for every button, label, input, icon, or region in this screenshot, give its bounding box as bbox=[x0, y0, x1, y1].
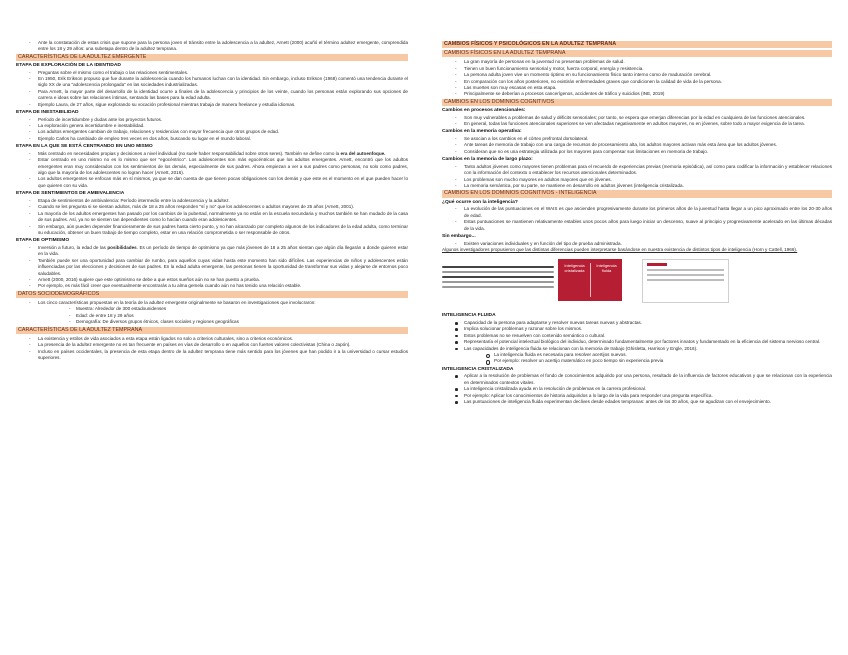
list-item: - En comparación con los años posteriores, no existirán enfermedades graves que condicionen la calidad de vida de la persona. bbox=[442, 79, 832, 85]
list-item: Representaría el potencial intelectual biológico del individuo, determinado fundamentalmente por factores innatos y fundamentado en la eficiencia del sistema nervioso central. bbox=[442, 339, 832, 345]
list-item: - En 1950, Erik Erikson propuso que fue durante la adolescencia cuando los humanos luchan con la identidad. Sin embargo, incluso Erikson (1968) comentó una tendencia durante el siglo XX de una "adolescencia prolongada" en las sociedades industrializadas. bbox=[16, 76, 408, 89]
list-item: - La memoria semántica, por su parte, se mantiene en desarrollo en adultos jóvenes (inteligencia cristalizada. bbox=[442, 183, 832, 189]
diagram-label-cristalizada: Inteligencia cristalizada bbox=[564, 263, 585, 274]
list-item: - Demografía: De diversos grupos étnicos, clases sociales y regiones geográficas bbox=[16, 319, 408, 325]
list-item: - Estar centrado en uno mismo no es lo mismo que ser "egocéntrico". Los adolescentes son más egocéntricos que los adultos emergentes. Arnett, encontró que los adultos emergentes eran muy considerados con los sentimientos de los demás, especialmente de sus padres. Ahora empiezan a ver a sus padres como personas, no solo como padres, algo que la mayoría de los adolescentes no logran hacer (Arnett, 2016). bbox=[16, 157, 408, 176]
list-item: - Incluso en países occidentales, la presencia de esta etapa dentro de la adultez temprana tiene más sentido para los jóvenes que han podido ir a la universidad o cursar estudios superiores. bbox=[16, 349, 408, 362]
diagram-line bbox=[647, 269, 724, 271]
subheading-atencionales: Cambios en procesos atencionales: bbox=[442, 108, 526, 114]
list-item: - Principalmente se deberían a procesos cancerígenos, accidentes de tráfico y suicidios (INE, 2019) bbox=[442, 91, 832, 97]
list-item: - La presencia de la adultez emergente no es tan frecuente en países en vías de desarrollo o en aquellos con fuertes valores colectivistas (China o Japón). bbox=[16, 342, 408, 348]
list-item: - Muestra: Alrededor de 300 estadounidenses bbox=[16, 306, 408, 312]
list-item: - Para Arnett, la mayor parte del desarrollo de la identidad ocurre a finales de la adolescencia y principios de los veinte, cuando los personas están explorando sus opciones de carrera e ideas sobre las relaciones íntimas, sentando las bases para la edad adulta. bbox=[16, 89, 408, 102]
diagram-line bbox=[442, 266, 554, 269]
list-item: La inteligencia cristalizada ayuda en la resolución de problemas en la carrera profesional. bbox=[442, 386, 832, 392]
list-item: Capacidad de la persona para adaptarse y resolver nuevas tareas nuevas y abstractas. bbox=[442, 320, 832, 326]
subheading-cristalizada: INTELIGENCIA CRISTALIZADA bbox=[442, 366, 514, 372]
list-item: - Ante tareas de memoria de trabajo con una carga de recursos de procesamiento alta, los adultos mayores activan más esta área que los adultos jóvenes. bbox=[442, 142, 832, 148]
list-item: - La existencia y estilos de vida asociados a esta etapa están ligados no solo a criterios culturales, sino a criterios económicos. bbox=[16, 336, 408, 342]
list-item: - Son muy vulnerables a problemas de salud y déficits sensoriales; por tanto, se espera que emerjan diferencias por la edad en cualquiera de las funciones atencionales. bbox=[442, 115, 832, 121]
subheading-ambivalencia: ETAPA DE SENTIMIENTOS DE AMBIVALENCIA bbox=[16, 191, 125, 197]
list-item: - La gran mayoría de personas en la juventud no presentan problemas de salud. bbox=[442, 59, 832, 65]
list-item: - Ejemplo Carlos ha cambiado de empleo tres veces en dos años, buscando su lugar en el mundo laboral. bbox=[16, 136, 408, 142]
list-item: - Los problemas son mucho mayores en adultos mayores que en jóvenes. bbox=[442, 177, 832, 183]
list-item: - Por ejemplo, es más fácil creer que eventualmente encontrarás a tu alma gemela cuando aún no has tenido una relación estable. bbox=[16, 283, 408, 289]
diagram-red-block bbox=[558, 259, 622, 301]
list-item: - Sin embargo, aún pueden depender financieramente de sus padres hasta cierto punto, y no han alcanzado por completo algunos de los indicadores de la edad adulta, como terminar su educación, obtener un buen trabajo de tiempo completo, estar en una relación comprometida o ser responsable de otros. bbox=[16, 224, 408, 237]
subheading-identidad: ETAPA DE EXPLORACIÓN DE LA IDENTIDAD bbox=[16, 63, 121, 69]
diagram-label-fluida: Inteligencia fluida bbox=[596, 263, 617, 274]
bold-phrase: era del autoenfoque. bbox=[340, 150, 386, 156]
subheading-uno-mismo: ETAPA EN LA QUE SE ESTÁ CENTRANDO EN UNO MISMO bbox=[16, 144, 153, 150]
list-item: - En general, todas las funciones atencionales superiores se ven afectadas negativamente en adultos mayores, no en jóvenes, sobre todo a mayor exigencia de la tarea. bbox=[442, 121, 832, 127]
list-item: Las capacidades de inteligencia fluida se relacionan con la memoria de trabajo (Ghisletta, Harrison y Engle, 2016). bbox=[442, 346, 832, 352]
list-item bbox=[16, 245, 408, 258]
list-item: - Existen variaciones individuales y en función del tipo de prueba administrada. bbox=[442, 241, 832, 247]
subheading-inestabilidad: ETAPA DE INESTABILIDAD bbox=[16, 110, 79, 116]
list-item: La inteligencia fluida es necesaria para resolver acertijos nuevos. bbox=[442, 352, 832, 358]
list-item: Estos problemas no se resuelven con contenido semántico o cultural. bbox=[442, 333, 832, 339]
list-item: - Los adultos emergentes cambian de trabajo, relaciones y residencias con mayor frecuencia que otros grupos de edad. bbox=[16, 129, 408, 135]
list-item: Las puntuaciones de inteligencia fluida experimentan declives desde edades tempranas: antes de los 30 años, que se agudizan con el envejecimiento. bbox=[442, 399, 832, 405]
list-item: - La evolución de las puntuaciones en el WAIS es que ascienden progresivamente durante los primeros años de la juventud hasta llegar a un pico aproximado entre los 20-30 años de edad. bbox=[442, 206, 832, 219]
list-item: - Preguntas sobre el mismo como el trabajo o las relaciones sentimentales. bbox=[16, 70, 408, 76]
list-item: - Edad: de entre 18 y 29 años bbox=[16, 313, 408, 319]
diagram-text-lines bbox=[442, 263, 554, 290]
subheading-optimismo: ETAPA DE OPTIMISMO bbox=[16, 238, 70, 244]
list-item: - Tanto adultos jóvenes como mayores tienen problemas para el recuerdo de experiencias previas (memoria episódica), así como para codificar la información y establecer relaciones con la información del contexto o establecer los recursos atencionales determinados. bbox=[442, 164, 832, 177]
list-item: - Estas puntuaciones se mantienen relativamente estables unos pocos años para luego iniciar un descenso, suave al principio y progresivamente acelerado en las últimas décadas de la vida. bbox=[442, 219, 832, 232]
diagram-line bbox=[647, 263, 667, 265]
list-item: - Ejemplo Laura, de 27 años, sigue explorando su vocación profesional mientras trabaja de manera freelance y estudia idiomas. bbox=[16, 102, 408, 108]
section-heading-emergente: CARACTERÍSTICAS DE LA ADULTEZ EMERGENTE bbox=[16, 54, 408, 61]
subheading-operativa: Cambios en la memoria operativa: bbox=[442, 129, 522, 135]
section-heading-socio: DATOS SOCIODEMOGRÁFICOS bbox=[16, 291, 408, 298]
question-heading: ¿Qué ocurre con la inteligencia? bbox=[442, 199, 518, 205]
diagram-line bbox=[442, 271, 554, 274]
list-item: - La persona adulta joven vive un momento óptimo en su funcionamiento físico tanto interno como de maduración cerebral. bbox=[442, 72, 832, 78]
sin-embargo-label: Sin embargo... bbox=[442, 233, 476, 239]
subheading-fluida: INTELIGENCIA FLUIDA bbox=[442, 313, 496, 319]
list-item: - Los adultos emergentes se enfocan más en sí mismos, ya que se dan cuenta de que tienen pocas obligaciones con los demás y que este es el momento en el que pueden hacer lo que quieren con su vida. bbox=[16, 176, 408, 189]
diagram-line bbox=[647, 274, 724, 276]
underlined-note: Algunos investigadores propusieron que las distintas diferencias pueden interpretarse basándose en nuestra existencia de distintos tipos de inteligencia (Horn y Cattell, 1966). bbox=[442, 246, 798, 252]
diagram-line bbox=[647, 279, 724, 281]
right-column bbox=[442, 40, 832, 405]
diagram-line bbox=[442, 281, 554, 284]
list-item: - Etapa de sentimientos de ambivalencia: Período intermedio entre la adolescencia y la adultez. bbox=[16, 198, 408, 204]
section-heading-fisicos: CAMBIOS FÍSICOS EN LA ADULTEZ TEMPRANA bbox=[442, 50, 832, 57]
diagram-side-box bbox=[642, 259, 729, 303]
section-heading-temprana: CARACTERÍSTICAS DE LA ADULTEZ TEMPRANA bbox=[16, 327, 408, 334]
page-title: CAMBIOS FÍSICOS Y PSICOLÓGICOS EN LA ADULTEZ TEMPRANA bbox=[442, 41, 832, 48]
left-column bbox=[16, 40, 408, 361]
list-item: - Período de incertidumbre y dudas ante los proyectos futuros. bbox=[16, 117, 408, 123]
list-item: - Los cinco características propuestas en la teoría de la adultez emergente originalmente se basaron en investigaciones que involucraron: bbox=[16, 300, 408, 306]
list-item: - También puede ser una oportunidad para cambiar de rumbo, para aquellos cuyas vidas hasta este momento han sido difíciles. Las experiencias de niños y adolescentes están influenciadas por las elecciones y decisiones de sus padres. En la edad adulta emergente, las personas tienen la oportunidad de transformar sus vidas y alejarse de entornos poco saludables. bbox=[16, 258, 408, 277]
bold-phrase: posibilidades bbox=[107, 244, 137, 250]
diagram-line bbox=[442, 286, 554, 289]
subheading-largo-plazo: Cambios en la memoria de largo plazo: bbox=[442, 157, 533, 163]
list-item: - Las muertes son muy escasas en esta etapa. bbox=[442, 85, 832, 91]
list-item: Por ejemplo: resolver un acertijo matemático en poco tiempo sin experiencia previa bbox=[442, 358, 832, 364]
diagram-line bbox=[442, 276, 554, 279]
diagram-divider bbox=[590, 263, 591, 297]
intelligence-diagram bbox=[442, 257, 832, 303]
list-item-text: Más centrado en necesidades propias y decisiones a nivel individual (no suele haber responsabilidad sobre otros seres). También se define como la bbox=[38, 150, 340, 156]
list-item: Por ejemplo: Aplicar los conocimientos de historia adquiridos a lo largo de la vida para responder una pregunta específica. bbox=[442, 393, 832, 399]
list-item: - Ante la constatación de estas crisis que supone para la persona joven el tránsito entre la adolescencia a la adultez, Arnett (2000) acuñó el término adultez emergente, comprendida entre los 18 y 29 años: una subetapa dentro de la adultez temprana. bbox=[16, 40, 408, 53]
list-item-text: Inversión a futuro, la edad de las bbox=[38, 244, 106, 250]
list-item: Implica solucionar problemas y razonar sobre los mismos. bbox=[442, 326, 832, 332]
list-item: - La exploración genera incertidumbre e inestabilidad. bbox=[16, 123, 408, 129]
list-item: - Consideran que no es una estrategia utilizada por los mayores para compensar sus limitaciones en memoria de trabajo. bbox=[442, 149, 832, 155]
list-item: - La mayoría de los adultos emergentes han pasado por los cambios de la pubertad, normalmente ya no están en la escuela secundaria y muchos también se han mudado de la casa de sus padres. Así, ya no se sienten tan dependientes como lo hacían cuando eran adolescentes. bbox=[16, 211, 408, 224]
list-item: - Cuando se les pregunta si se sientan adultos, más de 18 a 25 años responden "sí y no" que los adolescentes o adultos mayores de 25 años (Arnett, 2001). bbox=[16, 204, 408, 210]
list-item-text: . Es un período de tiempo de optimismo ya que más jóvenes de 18 a 25 años sientan que algún día llegarán a donde quieren estar en la vida. bbox=[38, 244, 408, 257]
section-heading-inteligencia: CAMBIOS EN LOS DOMINIOS COGNITIVOS - INTELIGENCIA bbox=[442, 190, 832, 197]
section-heading-cognitivos: CAMBIOS EN LOS DOMINIOS COGNITIVOS bbox=[442, 99, 832, 106]
list-item: - Se asocian a los cambios en el córtex prefrontal dorsolateral. bbox=[442, 136, 832, 142]
list-item: Aplicar a la resolución de problemas el fondo de conocimientos adquirido por una persona, resultado de la influencia de factores educativos y que se relacionan con la experiencia en determinados contextos vitales. bbox=[442, 373, 832, 386]
list-item: - Tienen un buen funcionamiento sensorial y motor, fuerza corporal, energía y resistencia. bbox=[442, 66, 832, 72]
list-item: - Arnett (2000, 2016) sugiere que este optimismo se debe a que estos sueños aún no se han puesto a prueba. bbox=[16, 277, 408, 283]
